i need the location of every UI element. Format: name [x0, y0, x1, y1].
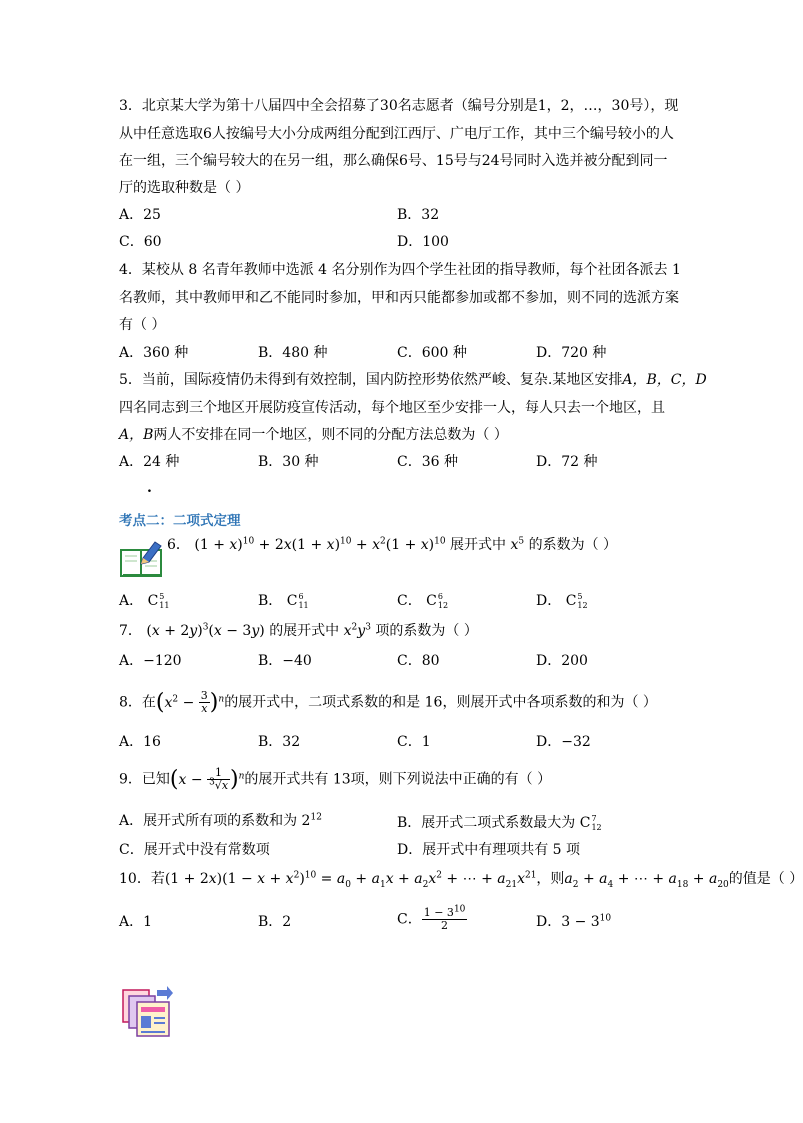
- q7-option-d: D．200: [536, 653, 588, 669]
- q9-line: [119, 767, 551, 792]
- q10-option-c-letter: C．: [397, 911, 422, 928]
- q10-option-d-text: D．3 − 3: [536, 914, 600, 930]
- q6-option-c-sub: 12: [437, 601, 449, 610]
- section-title: 考点二：二项式定理: [119, 513, 241, 529]
- q7-option-c: C．80: [397, 653, 440, 669]
- q7-tail: 项的系数为（ ）: [375, 623, 478, 639]
- q5-line-3-text: 两人不安排在同一个地区，则不同的分配方法总数为（ ）: [153, 427, 508, 443]
- q6-option-c-letter: C．: [397, 593, 422, 609]
- q6-option-b: [258, 592, 309, 610]
- q8-option-c: C．1: [397, 734, 431, 750]
- q10-sum: $a_2 + a_4$ + ⋯ + $a_{18} + a_{20}$: [564, 871, 729, 890]
- q3-option-d: D．100: [397, 234, 449, 250]
- q5-line-1-vars: A，B，C，D: [622, 372, 707, 388]
- q7-term: $x^2y^3$: [343, 622, 371, 639]
- q10-number: 10．若: [119, 871, 165, 887]
- q10-mid: ，则: [536, 871, 565, 887]
- q6-expr-text: 展开式中: [450, 537, 507, 553]
- q10-option-b: B．2: [258, 914, 292, 930]
- q6-option-c-sup: 6: [437, 592, 443, 601]
- q8-expression: ($x^2$ − $\frac{3}{x}$ )$^n$: [155, 689, 225, 715]
- q6-option-b-letter: B．: [258, 593, 283, 609]
- q3-option-a: A．25: [119, 207, 161, 223]
- q4-line-2: 名教师，其中教师甲和乙不能同时参加，甲和丙只能都参加或都不参加，则不同的选派方案: [119, 290, 679, 306]
- q9-option-a-text: A．展开式所有项的系数和为 2: [119, 813, 311, 829]
- q6-option-b-sub: 11: [298, 601, 309, 610]
- q9-option-b-sup: 7: [591, 814, 597, 823]
- q10-option-d: [536, 915, 611, 929]
- q6-term: $x^5$: [510, 536, 525, 553]
- q5-line-1: [119, 373, 707, 387]
- q4-line-1: 4．某校从 8 名青年教师中选派 4 名分别作为四个学生社团的指导教师，每个社团各派去 1: [119, 262, 681, 278]
- q9-option-b: [397, 814, 602, 832]
- q6-option-d: [536, 592, 588, 610]
- q6-option-a-c: C: [147, 593, 159, 609]
- q6-option-a: [119, 592, 169, 610]
- q10-option-c-den: 2: [441, 919, 449, 932]
- q3-line-2: 从中任意选取6人按编号大小分成两组分配到江西厅、广电厅工作，其中三个编号较小的人: [119, 126, 674, 142]
- q9-option-b-sub: 12: [591, 823, 602, 832]
- q9-option-a-sup: 12: [310, 812, 322, 823]
- q6-option-d-c: C: [565, 593, 577, 609]
- q6-line: [167, 538, 617, 552]
- q7-option-a: A．−120: [119, 653, 182, 669]
- q4-option-c: C．600 种: [397, 345, 467, 361]
- q5-line-1-text: 5．当前，国际疫情仍未得到有效控制，国内防控形势依然严峻、复杂.某地区安排: [119, 372, 623, 388]
- q8-option-d: D．−32: [536, 734, 591, 750]
- q6-option-b-c: C: [286, 593, 298, 609]
- q6-option-c: [397, 592, 448, 610]
- q7-option-b: B．−40: [258, 653, 312, 669]
- q9-option-b-text: B．展开式二项式系数最大为 C: [397, 815, 591, 831]
- q9-mid: 的展开式共有 13项，则下列说法中正确的有（ ）: [244, 771, 552, 788]
- q4-option-a: A．360 种: [119, 345, 189, 361]
- q10-expression: $(1 + 2x)(1 - x + x^2)^{10} = a_0 + a_1x + a_2x^2$ + ⋯ + $a_{21}x^{21}$: [164, 870, 537, 890]
- q10-tail: 的值是（ ）: [728, 871, 803, 887]
- q3-option-c: C．60: [119, 234, 162, 250]
- q3-line-1: 3．北京某大学为第十八届四中全会招募了30名志愿者（编号分别是1，2，…，30号），现: [119, 98, 679, 114]
- q3-line-3: 在一组，三个编号较大的在另一组，那么确保6号、15号与24号同时入选并被分配到同一: [119, 153, 668, 169]
- q6-option-a-letter: A．: [119, 593, 144, 609]
- q4-line-3: 有（ ）: [119, 317, 166, 333]
- book-pencil-icon: [119, 538, 165, 578]
- q5-option-a: A．24 种: [119, 454, 180, 470]
- q8-option-a: A．16: [119, 734, 161, 750]
- q7-mid: 的展开式中: [269, 623, 340, 639]
- q6-option-a-sup: 5: [159, 592, 165, 601]
- q4-option-b: B．480 种: [258, 345, 328, 361]
- q8-mid: 的展开式中，二项式系数的和是 16，则展开式中各项系数的和为（ ）: [224, 694, 657, 711]
- q10-option-c-frac: [422, 904, 468, 932]
- q10-option-c-num: 1 − 3: [423, 906, 454, 919]
- q5-option-b: B．30 种: [258, 454, 319, 470]
- q6-option-d-sup: 5: [577, 592, 583, 601]
- q4-option-d: D．720 种: [536, 345, 607, 361]
- q6-tail: 的系数为（ ）: [528, 537, 618, 553]
- q6-option-b-sup: 6: [298, 592, 304, 601]
- q10-option-a: A．1: [119, 914, 153, 930]
- q7-expression: $(x + 2y)^3(x - 3y)$: [146, 622, 265, 639]
- q9-option-d: D．展开式中有理项共有 5 项: [397, 842, 581, 858]
- q9-option-a: [119, 814, 322, 828]
- q5-line-3-vars: A，B: [119, 427, 154, 443]
- q9-option-c: C．展开式中没有常数项: [119, 842, 270, 858]
- q6-option-d-sub: 12: [577, 601, 588, 610]
- q7-number: 7．: [119, 623, 142, 639]
- q10-option-d-sup: 10: [599, 913, 612, 924]
- q7-line: [119, 624, 478, 638]
- q5-line-2: 四名同志到三个地区开展防疫宣传活动，每个地区至少安排一人，每人只去一个地区，且: [119, 400, 665, 416]
- q5-line-3: [119, 428, 508, 442]
- q10-option-c-num-sup: 10: [453, 904, 466, 915]
- q9-expression: (x − $\frac{1}{^3√x}$ )$^n$: [169, 766, 245, 792]
- documents-icon: [121, 986, 173, 1038]
- q6-option-d-letter: D．: [536, 593, 562, 609]
- q6-option-c-c: C: [426, 593, 437, 609]
- q8-line: [119, 690, 657, 715]
- stray-dot: .: [147, 480, 152, 496]
- q6-expression: $(1 + x)^{10} + 2x(1 + x)^{10} + x^2(1 + x)^{10}$: [194, 536, 446, 553]
- q3-line-4: 厅的选取种数是（ ）: [119, 180, 250, 196]
- q5-option-c: C．36 种: [397, 454, 458, 470]
- q6-number: 6．: [167, 537, 190, 553]
- q8-number: 8．在: [119, 694, 156, 711]
- q10-line: [119, 870, 803, 890]
- q6-option-a-sub: 11: [159, 601, 170, 610]
- q10-option-c: [397, 904, 467, 932]
- q5-option-d: D．72 种: [536, 454, 598, 470]
- q3-option-b: B．32: [397, 207, 440, 223]
- q8-option-b: B．32: [258, 734, 301, 750]
- q9-number: 9．已知: [119, 771, 170, 788]
